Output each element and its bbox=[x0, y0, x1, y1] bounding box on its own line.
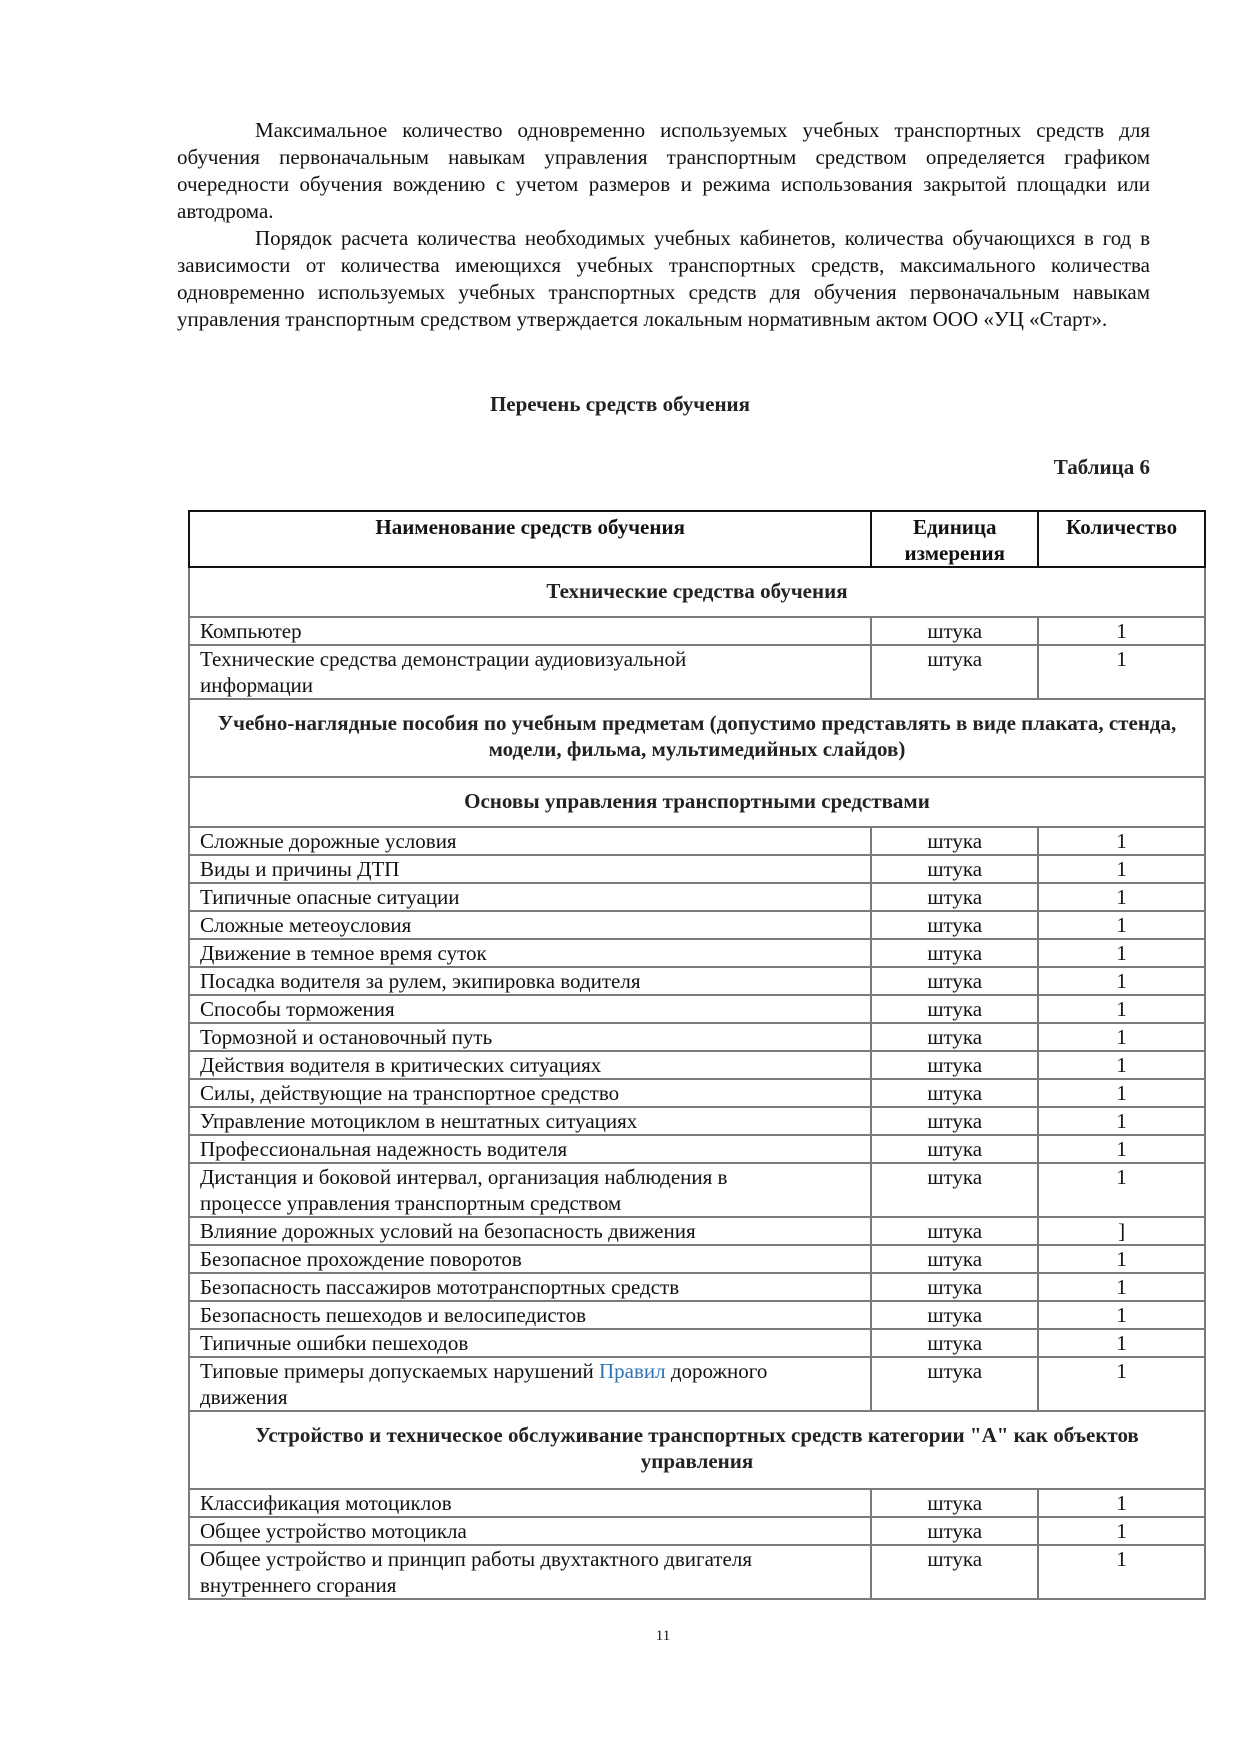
body-paragraph-2: Порядок расчета количества необходимых учебных кабинетов, количества обучающихся в год в зависимости от количества имеющихся учебных транспортных средств, максимального количества одновременно используемых учебных транспортных средств для обучения первоначальным навыкам управления транспортным средством утверждается локальным нормативным актом ООО «УЦ «Старт». bbox=[177, 226, 1150, 331]
row-text: Типовые примеры допускаемых нарушений bbox=[200, 1359, 599, 1383]
header-unit: Единица измерения bbox=[871, 511, 1038, 567]
table-row: Действия водителя в критических ситуациях штука 1 bbox=[189, 1051, 1205, 1079]
table-row: Посадка водителя за рулем, экипировка водителя штука 1 bbox=[189, 967, 1205, 995]
table-label: Таблица 6 bbox=[1053, 455, 1150, 479]
table-row: Безопасность пешеходов и велосипедистов штука 1 bbox=[189, 1301, 1205, 1329]
header-qty: Количество bbox=[1038, 511, 1205, 567]
table-row: Силы, действующие на транспортное средство штука 1 bbox=[189, 1079, 1205, 1107]
section-row: Основы управления транспортными средствами bbox=[189, 777, 1205, 827]
row-text: дорожного движения bbox=[200, 1359, 768, 1409]
table-row: Управление мотоциклом в нештатных ситуациях штука 1 bbox=[189, 1107, 1205, 1135]
table-row: Классификация мотоциклов штука 1 bbox=[189, 1489, 1205, 1517]
table-row: Технические средства демонстрации аудиовизуальной информации штука 1 bbox=[189, 645, 1205, 699]
table-row: Безопасность пассажиров мототранспортных средств штука 1 bbox=[189, 1273, 1205, 1301]
table-row: Общее устройство мотоцикла штука 1 bbox=[189, 1517, 1205, 1545]
table-row: Влияние дорожных условий на безопасность движения штука ] bbox=[189, 1217, 1205, 1245]
section-row: Технические средства обучения bbox=[189, 567, 1205, 617]
rules-link[interactable]: Правил bbox=[598, 1359, 666, 1383]
table-row: Компьютер штука 1 bbox=[189, 617, 1205, 645]
table-row: Сложные метеоусловия штука 1 bbox=[189, 911, 1205, 939]
table-row: Тормозной и остановочный путь штука 1 bbox=[189, 1023, 1205, 1051]
table-row: Профессиональная надежность водителя штука 1 bbox=[189, 1135, 1205, 1163]
table-row: Безопасное прохождение поворотов штука 1 bbox=[189, 1245, 1205, 1273]
table-row: Виды и причины ДТП штука 1 bbox=[189, 855, 1205, 883]
table-row: Сложные дорожные условия штука 1 bbox=[189, 827, 1205, 855]
table-row: Дистанция и боковой интервал, организация наблюдения в процессе управления транспортным средством штука 1 bbox=[189, 1163, 1205, 1217]
section-title: Перечень средств обучения bbox=[489, 392, 751, 416]
header-name: Наименование средств обучения bbox=[189, 511, 871, 567]
section-row: Учебно-наглядные пособия по учебным предметам (допустимо представлять в виде плаката, стенда, модели, фильма, мультимедийных слайдов) bbox=[189, 699, 1205, 777]
page-number: 11 bbox=[655, 1628, 671, 1644]
table-header-row bbox=[189, 511, 1205, 567]
body-paragraph-1: Максимальное количество одновременно используемых учебных транспортных средств для обучения первоначальным навыкам управления транспортным средством определяется графиком очередности обучения вождению с учетом размеров и режима использования закрытой площадки или автодрома. bbox=[177, 118, 1150, 223]
table-row: Способы торможения штука 1 bbox=[189, 995, 1205, 1023]
table-row: Типичные опасные ситуации штука 1 bbox=[189, 883, 1205, 911]
table-row: Типовые примеры допускаемых нарушений Правил дорожного движения штука 1 bbox=[189, 1357, 1205, 1411]
table-row: Движение в темное время суток штука 1 bbox=[189, 939, 1205, 967]
training-means-table bbox=[188, 510, 1206, 1600]
table-row: Общее устройство и принцип работы двухтактного двигателя внутреннего сгорания штука 1 bbox=[189, 1545, 1205, 1599]
section-row: Устройство и техническое обслуживание транспортных средств категории "А" как объектов управления bbox=[189, 1411, 1205, 1489]
table-row: Типичные ошибки пешеходов штука 1 bbox=[189, 1329, 1205, 1357]
